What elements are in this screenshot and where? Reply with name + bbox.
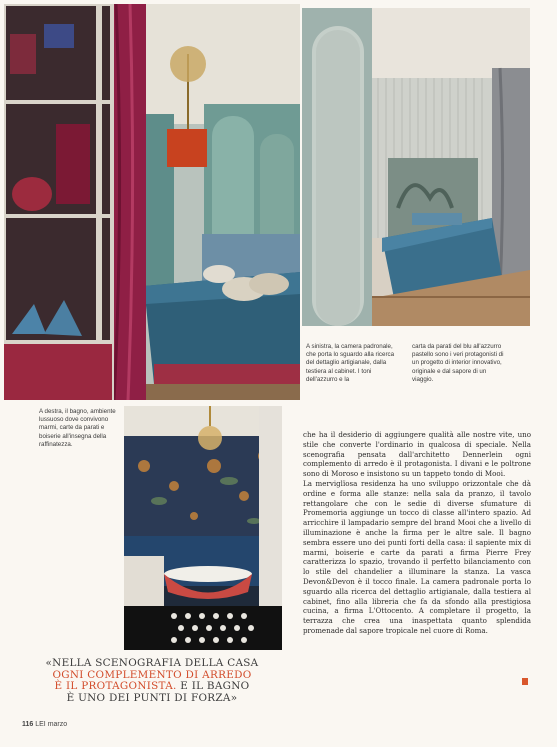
pull-quote-line: «NELLA SCENOGRAFIA DELLA CASA: [45, 657, 259, 669]
pull-quote-line: OGNI COMPLEMENTO DI ARREDO: [52, 668, 252, 681]
master-bedroom-photo: [302, 8, 530, 326]
master-bedroom-caption-right: carta da parati del blu all'azzurro pastello sono i veri protagonisti di un progetto di interior innovativo, originale e dal sapore di un viaggio.: [412, 343, 504, 383]
pull-quote: [16, 658, 288, 704]
article-body: [303, 430, 531, 636]
master-bedroom-caption-left: A sinistra, la camera padronale, che porta lo sguardo alla ricerca del dettaglio artigianale, dalla testiera al cabinet. I toni dell'azzurro e la: [306, 343, 395, 383]
bathroom-caption: A destra, il bagno, ambiente lussuoso dove convivono marmi, carte da parati e boiserie all'insegna della raffinatezza.: [39, 408, 116, 448]
bedroom-photo: [4, 4, 300, 400]
page-folio: [22, 721, 67, 728]
pull-quote-rest: E IL BAGNO: [176, 680, 250, 693]
body-paragraph: La merviglïosa residenza ha uno sviluppo orizzontale che dà ordine e forma alle stanze: nella sala da pranzo, il tavolo rettangolare che con le sedie di diverse sfumature di Promemoria aggiunge un tocco di classe all'intero spazio. Ad arricchire il lampadario sempre del brand Mooi che a livello di illuminazione è anche la firma per le altre sale. Il bagno sembra essere uno dei punti forti della casa: il sapiente mix di marmi, boiserie e carte da parati a firma Pierre Frey caratterizza lo spazio, trovando il perfetto bilanciamento con lo stile del chandelier a illuminare la stanza. La vasca Devon&Devon è il tocco finale. La camera padronale porta lo sguardo alla ricerca del dettaglio artigianale, dalla testiera al cabinet, fino alla libreria che fa da sfondo alla prestigiosa cucina, a firma L'Ottocento. A completare il progetto, la terrazza che crea una inaspettata quanto splendida promenade dal sapore tropicale nel cuore di Roma.: [303, 478, 531, 635]
body-paragraph: che ha il desiderio di aggiungere qualità alle nostre vite, uno stile che converte l'ordinario in qualcosa di speciale. Nella scenografia pensata dall'architetto Dennerlein ogni complemento di arredo è il protagonista. I divani e le poltrone sono di Moroso e insistono su un tappeto tondo di Mooi.: [303, 430, 531, 479]
end-mark-icon: [522, 678, 528, 685]
bathroom-photo: [124, 406, 282, 650]
magazine-issue: LEI marzo: [35, 721, 68, 728]
pull-quote-highlight: È IL PROTAGONISTA.: [54, 680, 177, 693]
pull-quote-line: È UNO DEI PUNTI DI FORZA»: [66, 691, 238, 704]
page-number: 116: [22, 721, 34, 728]
